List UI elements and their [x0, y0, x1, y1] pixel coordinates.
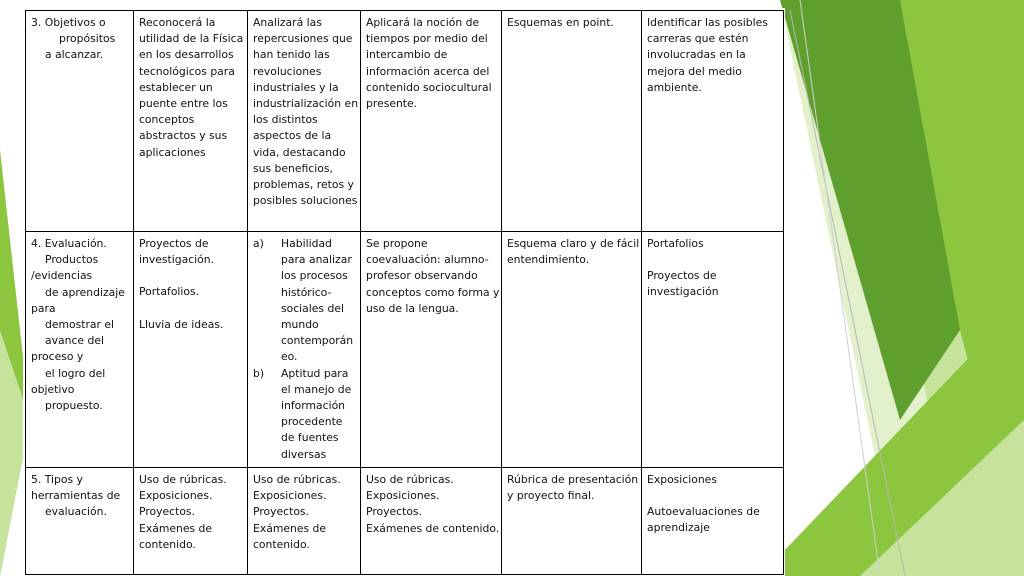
cell-line: Uso de rúbricas. — [139, 473, 227, 486]
cell-line: Rúbrica de presentación — [507, 473, 639, 486]
cell-line: información acerca del — [366, 64, 490, 78]
table-row-evaluation — [26, 232, 784, 468]
cell-line — [139, 301, 242, 317]
cell-content — [361, 232, 502, 468]
cell-line: los distintos — [253, 113, 318, 127]
cell-line: Exposiciones. — [139, 489, 213, 503]
list-item-a — [253, 236, 355, 366]
cell-line: ambiente. — [647, 80, 702, 94]
cell-line: revoluciones — [253, 64, 322, 78]
cell-line: presente. — [366, 97, 418, 111]
cell-line: Exposiciones. — [253, 489, 327, 503]
cell-line: Portafolios. — [139, 285, 200, 299]
cell-line: abstractos y sus — [139, 129, 228, 143]
cell-line: contenido. — [253, 537, 310, 551]
cell-content — [361, 11, 502, 232]
cell-line: 5. Tipos y — [31, 473, 83, 486]
cell-content — [248, 468, 361, 575]
cell-line: Exposiciones. — [366, 489, 440, 503]
cell-line: /evidencias — [31, 269, 93, 283]
cell-line — [647, 488, 778, 504]
cell-line: mundo — [281, 318, 319, 332]
cell-line: aspectos de la — [253, 129, 332, 143]
cell-line: industrialización en — [253, 97, 359, 111]
cell-content — [134, 11, 248, 232]
cell-line: puente entre los — [139, 97, 228, 111]
cell-line: carreras que estén — [647, 32, 749, 46]
cell-content — [134, 468, 248, 575]
cell-line: información — [281, 399, 346, 413]
cell-line: problemas, retos y — [253, 178, 354, 192]
cell-line: para — [31, 301, 56, 315]
cell-line: aprendizaje — [647, 521, 710, 535]
planning-table — [25, 10, 784, 575]
cell-line: y proyecto final. — [507, 489, 595, 503]
cell-line: Exámenes de contenido. — [366, 521, 500, 535]
cell-line: 4. Evaluación. — [31, 237, 107, 250]
cell-line: establecer un — [139, 80, 213, 94]
table-row-tools — [26, 468, 784, 575]
cell-line: utilidad de la Física — [139, 32, 244, 46]
list-item-text — [281, 236, 355, 366]
cell-content — [642, 11, 784, 232]
cell-line: objetivo — [31, 382, 75, 396]
cell-line: histórico- — [281, 285, 332, 299]
cell-line: Esquema claro y de fácil — [507, 237, 640, 250]
cell-line: de fuentes — [281, 431, 339, 445]
cell-content — [502, 468, 642, 575]
cell-line: contemporán — [281, 334, 354, 348]
cell-line: tiempos por medio del — [366, 32, 488, 46]
cell-line: industriales y la — [253, 80, 339, 94]
cell-line: contenido. — [139, 537, 196, 551]
cell-line: entendimiento. — [507, 253, 590, 267]
cell-line: el manejo de — [281, 382, 352, 396]
cell-row-label — [26, 468, 134, 575]
cell-line: Proyectos. — [139, 505, 195, 519]
cell-line: Lluvia de ideas. — [139, 317, 224, 331]
cell-line: Uso de rúbricas. — [253, 473, 341, 486]
cell-line: Se propone — [366, 237, 428, 250]
cell-line: el logro del — [45, 366, 106, 380]
cell-content — [502, 11, 642, 232]
cell-line: Esquemas en point. — [507, 16, 614, 29]
cell-content — [502, 232, 642, 468]
cell-line: aplicaciones — [139, 145, 206, 159]
cell-row-label — [26, 11, 134, 232]
cell-line: Exámenes de — [253, 521, 327, 535]
cell-line: evaluación. — [45, 505, 107, 519]
cell-line: propósitos — [59, 32, 116, 46]
cell-line: Exámenes de — [139, 521, 213, 535]
list-item-b — [253, 366, 355, 463]
cell-line: tecnológicos para — [139, 64, 235, 78]
cell-line: los procesos — [281, 269, 348, 283]
list-item-text — [281, 366, 355, 463]
list-marker: a) — [253, 237, 264, 250]
cell-line: a alcanzar. — [45, 48, 104, 62]
cell-line: propuesto. — [45, 399, 103, 413]
cell-line: conceptos — [139, 113, 195, 127]
cell-line: 3. Objetivos o — [31, 16, 106, 29]
cell-line: proceso y — [31, 350, 84, 364]
cell-line: en los desarrollos — [139, 48, 234, 62]
cell-content — [642, 468, 784, 575]
cell-line: Reconocerá la — [139, 16, 216, 29]
cell-line: Aptitud para — [281, 366, 349, 380]
cell-content — [248, 11, 361, 232]
cell-content — [134, 232, 248, 468]
cell-line: posibles soluciones — [253, 194, 358, 208]
cell-line: Proyectos. — [253, 505, 309, 519]
cell-line: Proyectos de — [647, 269, 717, 283]
cell-line: Productos — [45, 253, 99, 267]
cell-line: sociales del — [281, 301, 344, 315]
cell-line: han tenido las — [253, 48, 330, 62]
cell-line: mejora del medio — [647, 64, 742, 78]
cell-line: de aprendizaje — [45, 285, 125, 299]
cell-line: coevaluación: alumno- — [366, 253, 489, 267]
cell-line: profesor observando — [366, 269, 478, 283]
table-row-objectives — [26, 11, 784, 232]
cell-line: Habilidad — [281, 237, 332, 250]
cell-line: diversas — [281, 447, 327, 461]
cell-line: Portafolios — [647, 237, 704, 250]
cell-content — [248, 232, 361, 468]
list-marker: b) — [253, 366, 265, 380]
cell-row-label — [26, 232, 134, 468]
cell-line: Proyectos. — [366, 505, 422, 519]
cell-line: vida, destacando — [253, 145, 346, 159]
cell-line: uso de la lengua. — [366, 301, 459, 315]
cell-line: Aplicará la noción de — [366, 16, 480, 29]
cell-line: para analizar — [281, 253, 352, 267]
cell-line: demostrar el — [45, 318, 115, 332]
cell-line: herramientas de — [31, 489, 121, 503]
cell-line: involucradas en la — [647, 48, 746, 62]
cell-line: procedente — [281, 415, 343, 429]
cell-line: Proyectos de — [139, 237, 209, 250]
cell-line — [647, 252, 778, 268]
cell-line: intercambio de — [366, 48, 448, 62]
cell-line: Autoevaluaciones de — [647, 505, 760, 519]
cell-line: contenido sociocultural — [366, 80, 492, 94]
cell-line: avance del — [45, 334, 104, 348]
cell-line: eo. — [281, 350, 298, 364]
cell-line: repercusiones que — [253, 32, 353, 46]
cell-content — [361, 468, 502, 575]
cell-line: Exposiciones — [647, 473, 717, 486]
cell-line: investigación — [647, 285, 719, 299]
cell-line: conceptos como forma y — [366, 285, 500, 299]
cell-line: Identificar las posibles — [647, 16, 768, 29]
cell-line: sus beneficios, — [253, 161, 333, 175]
cell-line: investigación. — [139, 253, 215, 267]
cell-line — [139, 268, 242, 284]
cell-line: Analizará las — [253, 16, 322, 29]
cell-content — [642, 232, 784, 468]
cell-line: Uso de rúbricas. — [366, 473, 454, 486]
